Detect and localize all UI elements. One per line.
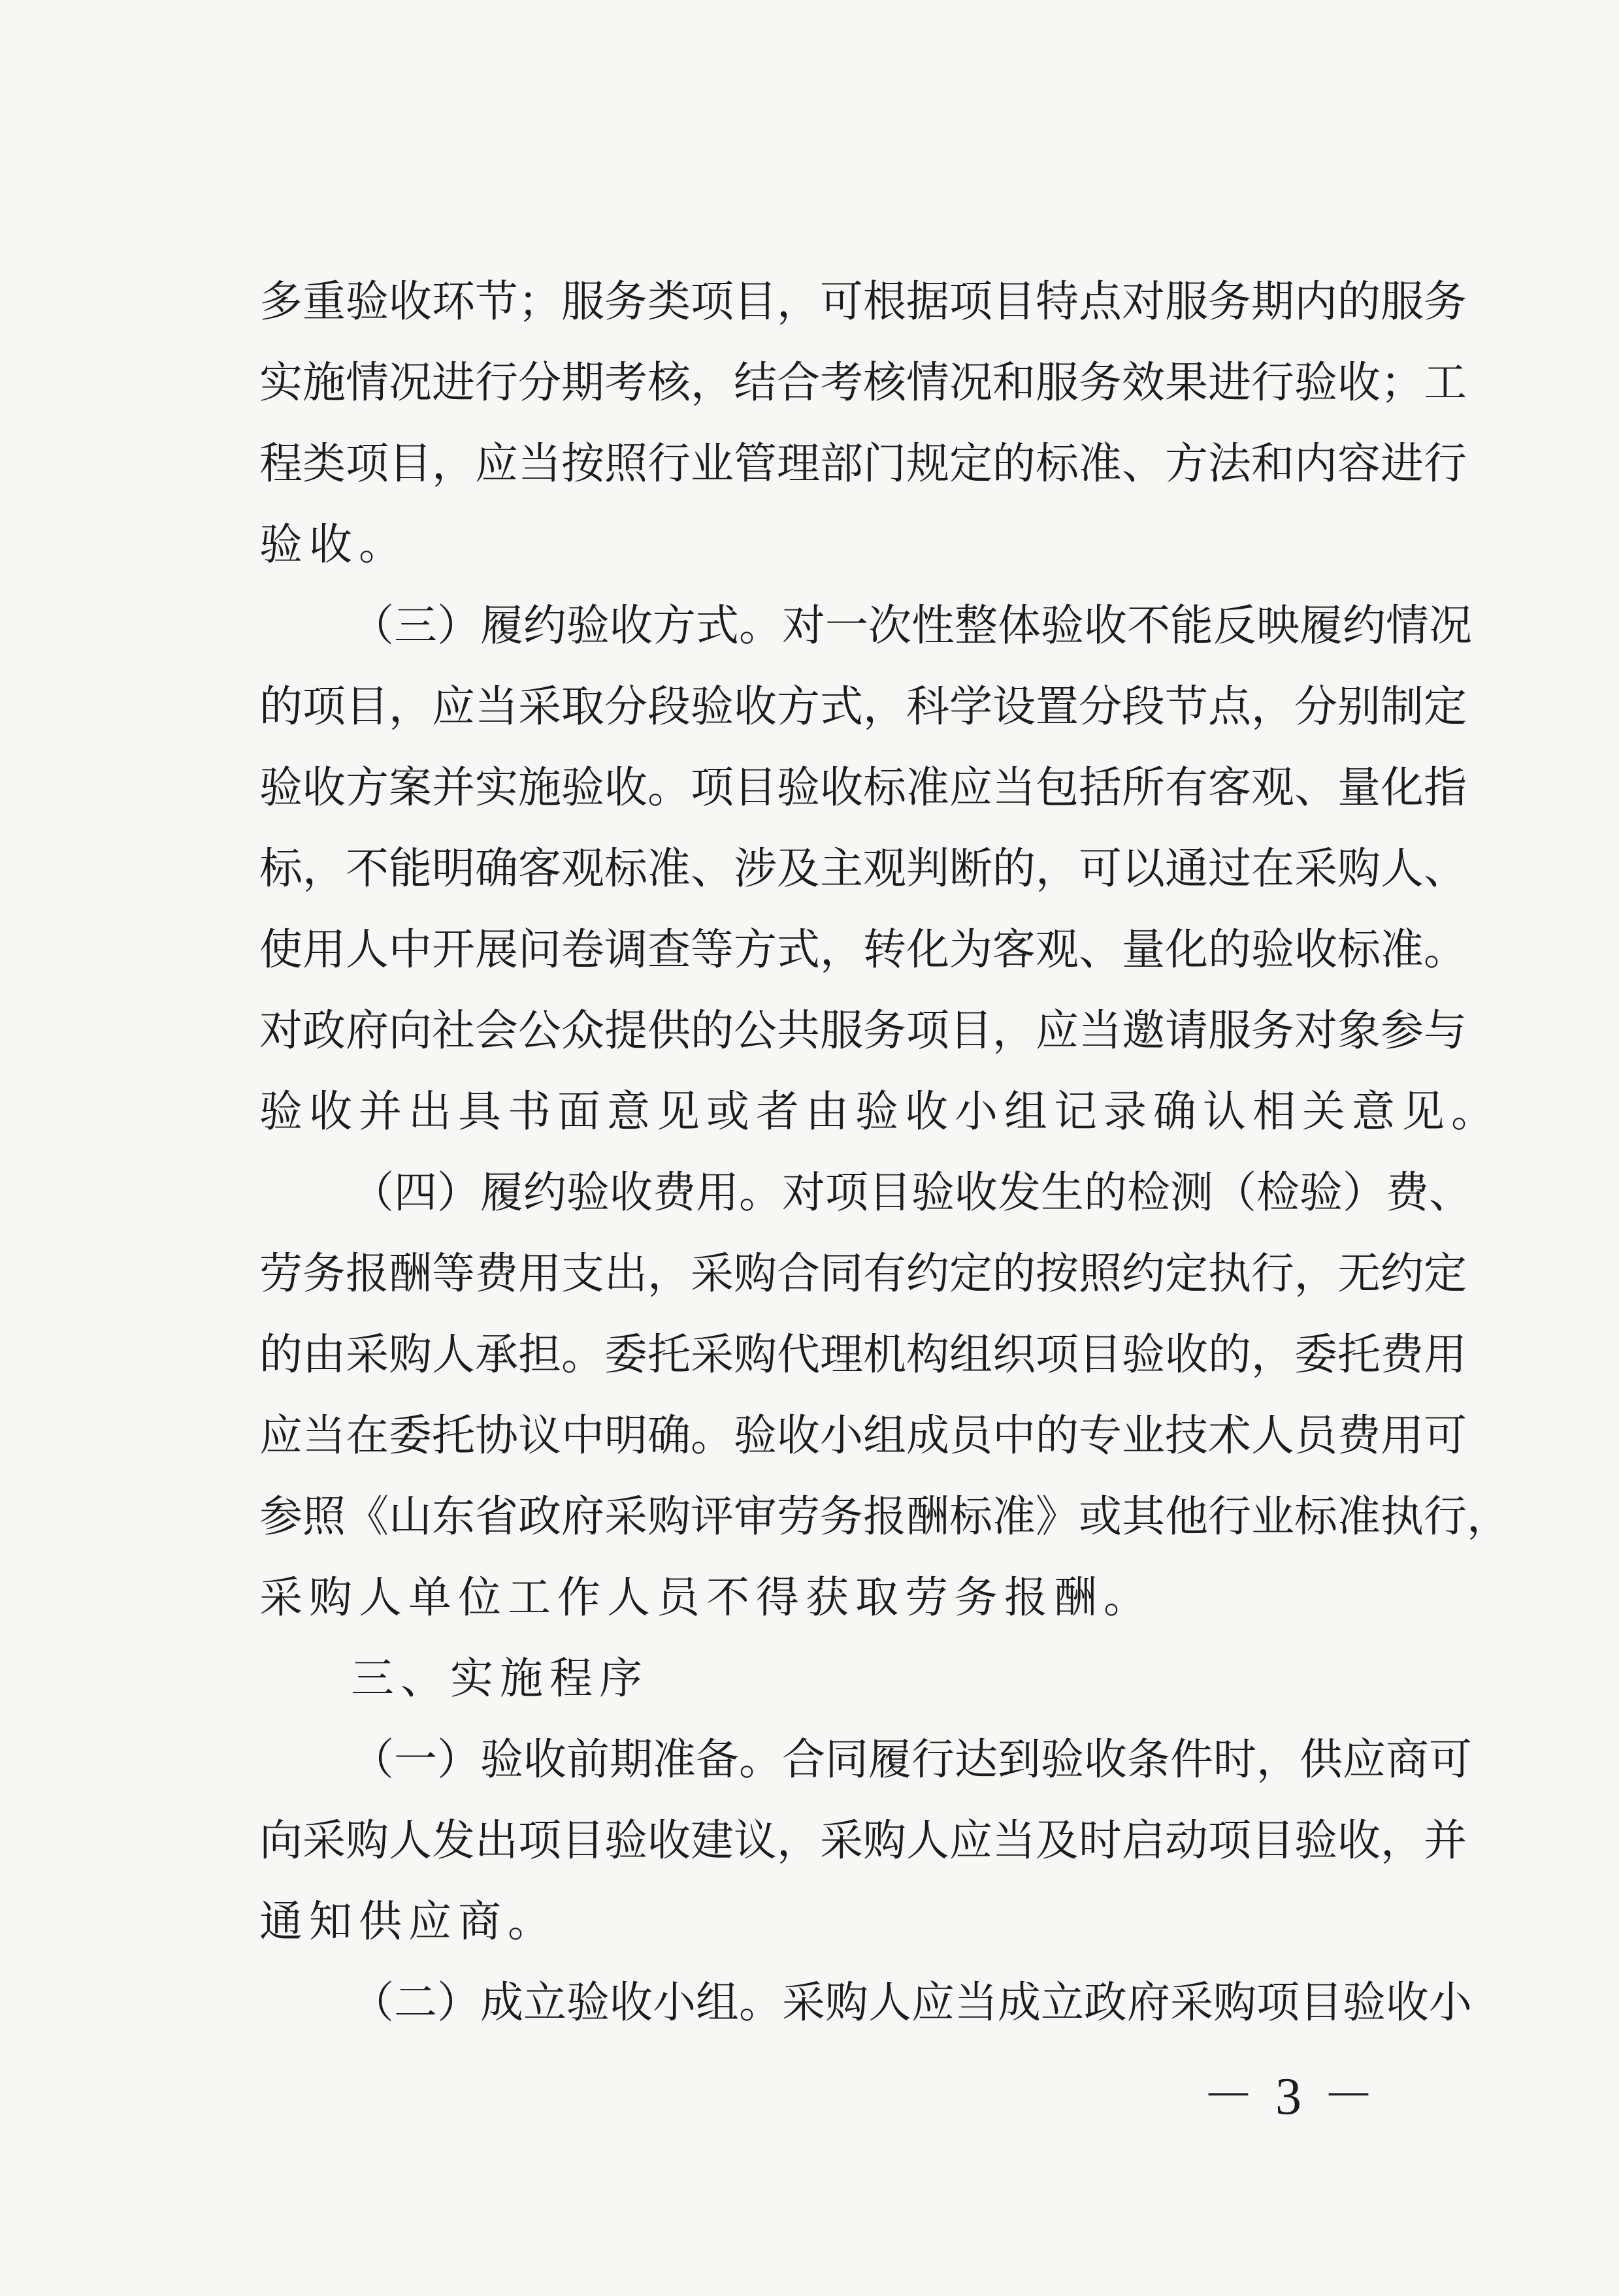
text-line: 验收并出具书面意见或者由验收小组记录确认相关意见。 <box>259 1086 1501 1137</box>
text-line: 多重验收环节；服务类项目，可根据项目特点对服务期内的服务 <box>259 276 1467 327</box>
text-line: 应当在委托协议中明确。验收小组成员中的专业技术人员费用可 <box>259 1410 1467 1461</box>
text-line: 标，不能明确客观标准、涉及主观判断的，可以通过在采购人、 <box>259 843 1467 894</box>
text-line: （三）履约验收方式。对一次性整体验收不能反映履约情况 <box>351 600 1472 651</box>
section-heading: 三、实施程序 <box>351 1653 649 1704</box>
text-line: 对政府向社会公众提供的公共服务项目，应当邀请服务对象参与 <box>259 1005 1467 1056</box>
text-line: （二）成立验收小组。采购人应当成立政府采购项目验收小 <box>351 1977 1472 2028</box>
text-line: 采购人单位工作人员不得获取劳务报酬。 <box>259 1572 1153 1623</box>
text-line: 验收方案并实施验收。项目验收标准应当包括所有客观、量化指 <box>259 762 1467 813</box>
text-line: 实施情况进行分期考核，结合考核情况和服务效果进行验收；工 <box>259 357 1467 408</box>
text-line: 的由采购人承担。委托采购代理机构组织项目验收的，委托费用 <box>259 1329 1467 1380</box>
page-number: － 3 － <box>1202 2068 1379 2126</box>
text-line: 通知供应商。 <box>259 1896 557 1947</box>
text-line: 劳务报酬等费用支出，采购合同有约定的按照约定执行，无约定 <box>259 1248 1467 1299</box>
text-line: 向采购人发出项目验收建议，采购人应当及时启动项目验收，并 <box>259 1815 1467 1866</box>
text-line: 程类项目，应当按照行业管理部门规定的标准、方法和内容进行 <box>259 438 1467 489</box>
text-line: 参照《山东省政府采购评审劳务报酬标准》或其他行业标准执行， <box>259 1491 1510 1542</box>
text-line: 使用人中开展问卷调查等方式，转化为客观、量化的验收标准。 <box>259 924 1467 975</box>
text-line: （四）履约验收费用。对项目验收发生的检测（检验）费、 <box>351 1167 1472 1218</box>
text-line: 的项目，应当采取分段验收方式，科学设置分段节点，分别制定 <box>259 681 1467 732</box>
text-line: 验收。 <box>259 519 408 570</box>
body-text <box>259 261 1510 2043</box>
text-line: （一）验收前期准备。合同履行达到验收条件时，供应商可 <box>351 1734 1472 1785</box>
